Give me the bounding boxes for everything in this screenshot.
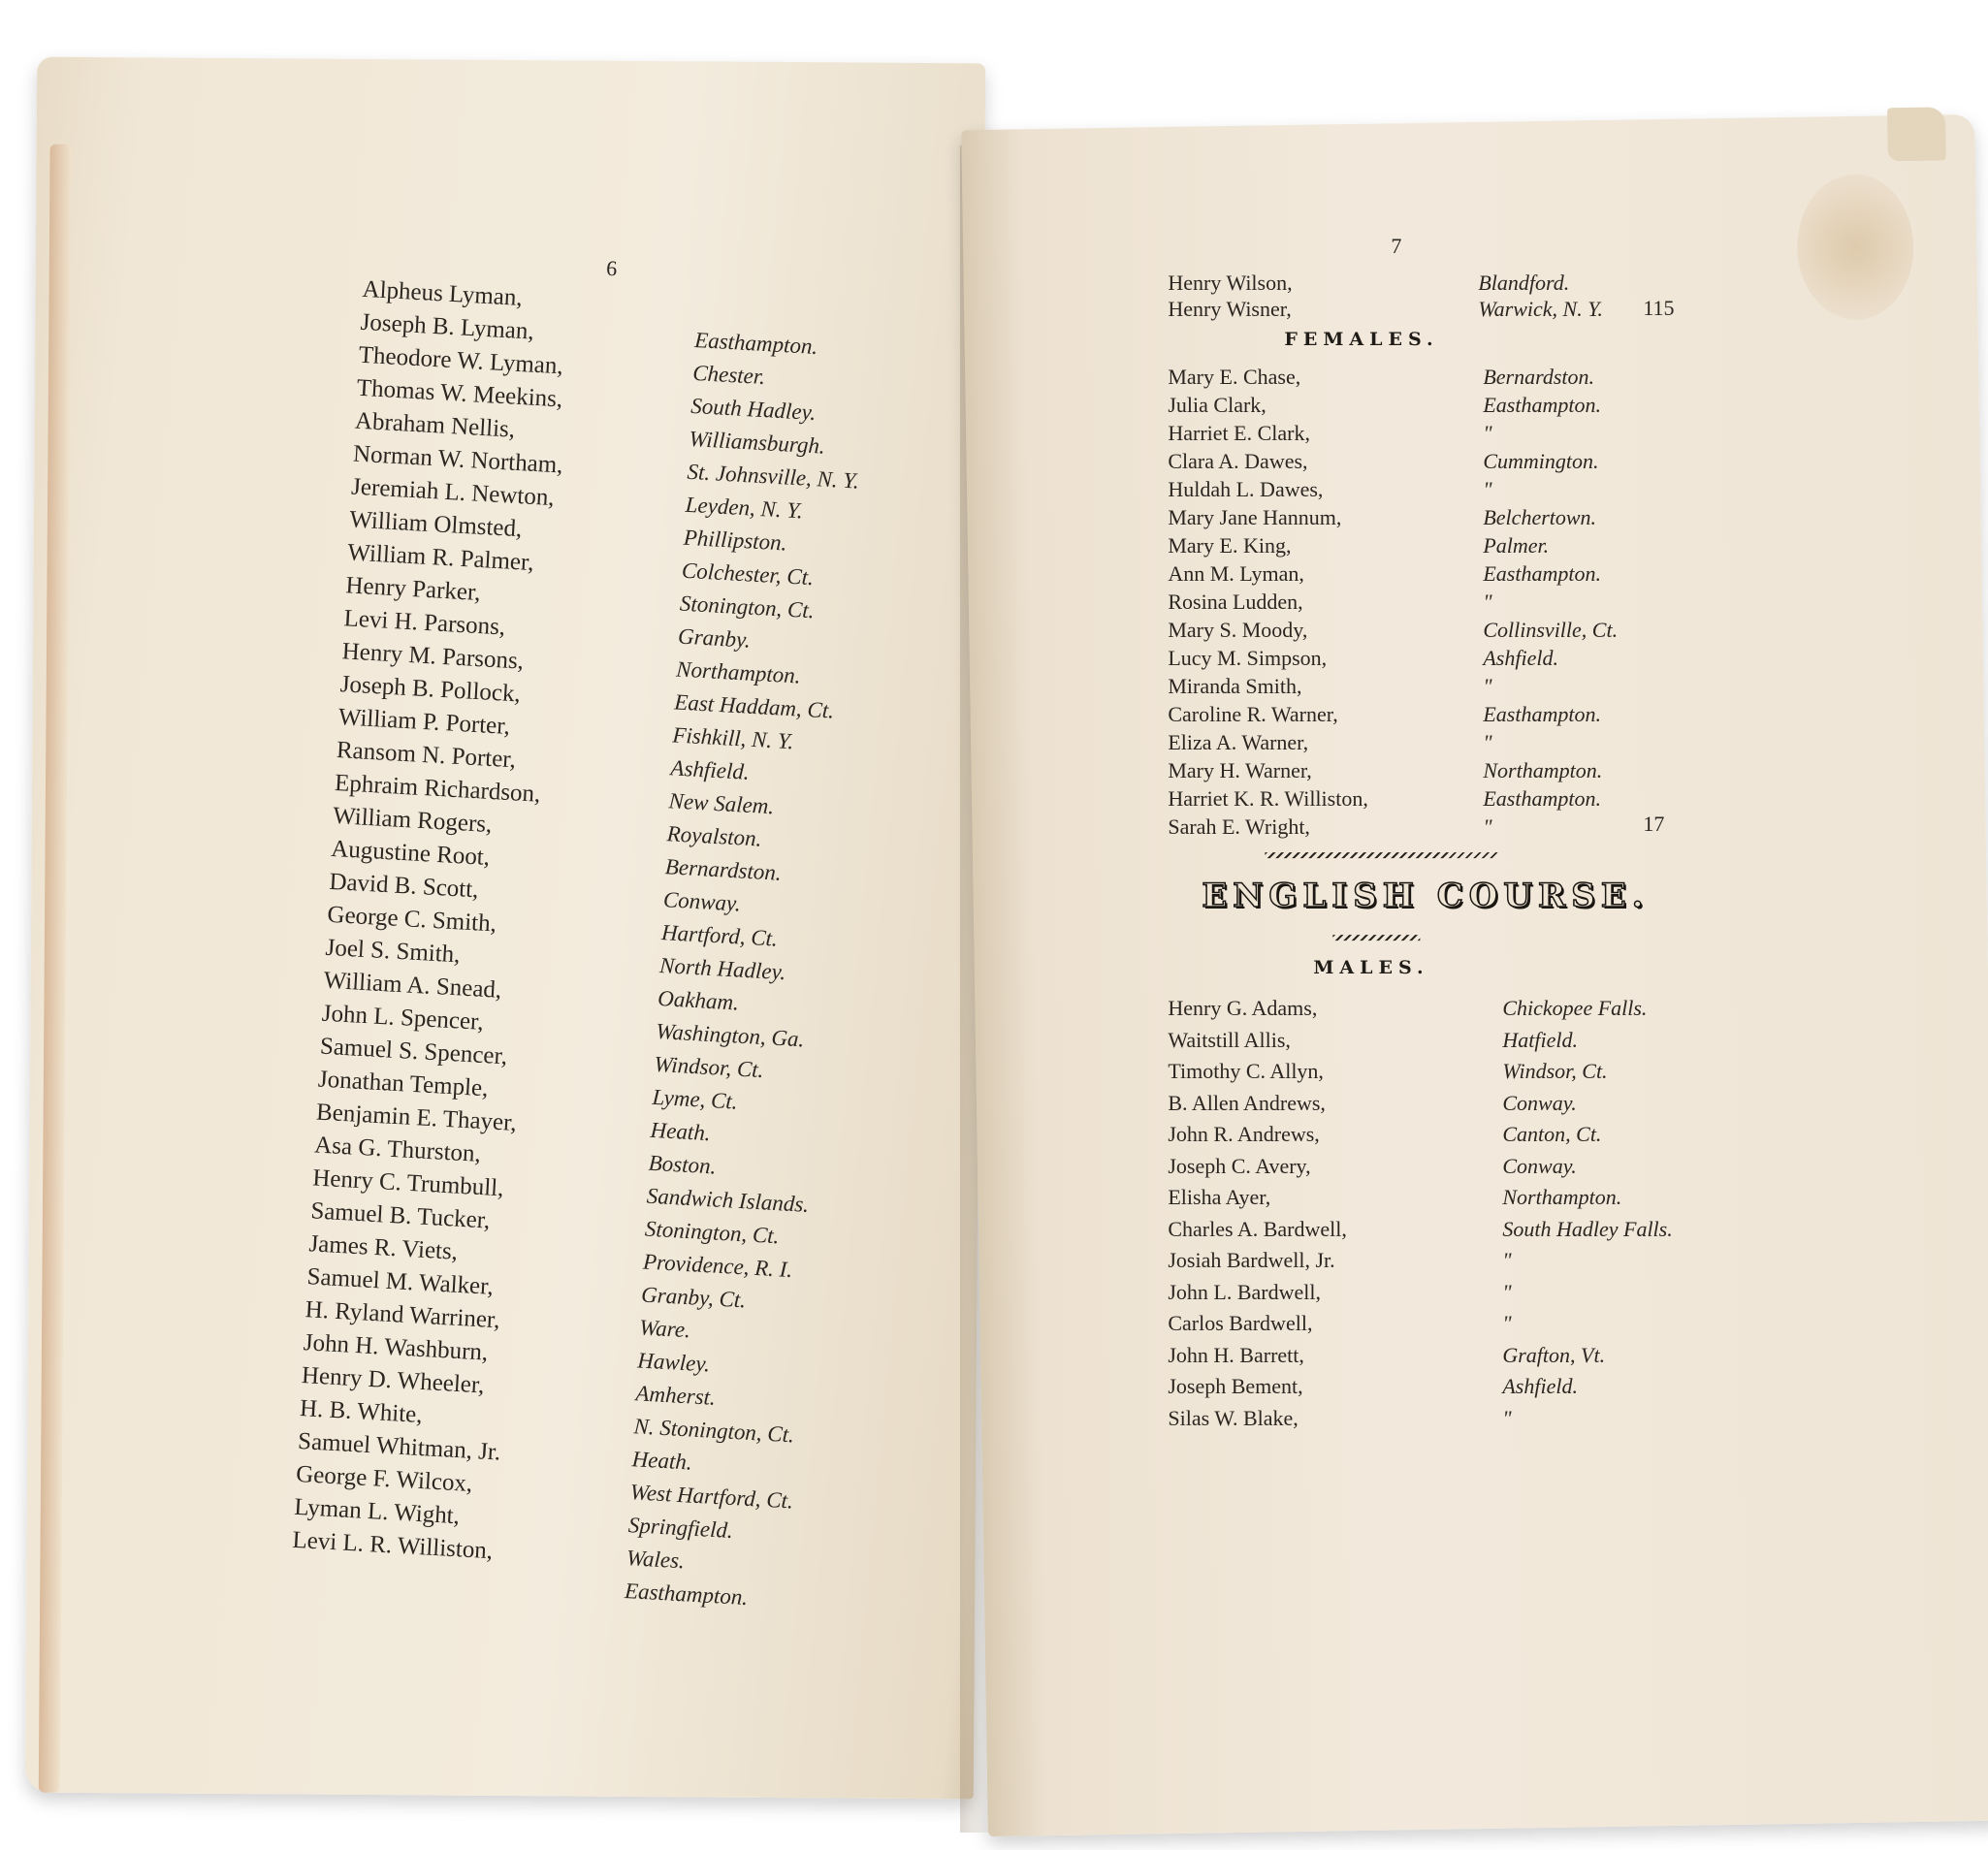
student-hometown: Ashfield. bbox=[1502, 1374, 1578, 1399]
student-hometown: Cummington. bbox=[1483, 449, 1599, 474]
student-name: H. B. White, bbox=[299, 1395, 424, 1429]
student-hometown: Colchester, Ct. bbox=[681, 558, 815, 590]
student-name: Harriet E. Clark, bbox=[1168, 421, 1310, 446]
student-hometown: N. Stonington, Ct. bbox=[632, 1414, 795, 1448]
page-number: 7 bbox=[1391, 234, 1402, 259]
student-hometown: Warwick, N. Y. bbox=[1478, 297, 1603, 322]
left-page bbox=[25, 57, 985, 1800]
student-name: Abraham Nellis, bbox=[354, 407, 516, 443]
student-name: William Rogers, bbox=[332, 802, 494, 839]
student-hometown: New Salem. bbox=[668, 788, 775, 819]
student-name: Henry Wisner, bbox=[1168, 297, 1292, 322]
student-name: Huldah L. Dawes, bbox=[1168, 477, 1324, 502]
student-hometown: Chickopee Falls. bbox=[1502, 996, 1648, 1021]
student-name: Ransom N. Porter, bbox=[336, 737, 517, 774]
student-hometown: Northampton. bbox=[1483, 758, 1603, 783]
student-name: Joel S. Smith, bbox=[324, 934, 462, 969]
student-hometown: Williamsburgh. bbox=[688, 426, 826, 459]
student-name: Lucy M. Simpson, bbox=[1168, 646, 1328, 671]
student-name: Alpheus Lyman, bbox=[361, 275, 524, 311]
student-hometown: Ware. bbox=[638, 1315, 691, 1343]
student-hometown: Palmer. bbox=[1483, 533, 1550, 558]
student-name: George C. Smith, bbox=[326, 901, 497, 938]
student-hometown: Boston. bbox=[648, 1150, 718, 1179]
student-hometown: Wales. bbox=[625, 1546, 686, 1574]
student-hometown: Northampton. bbox=[675, 656, 802, 688]
student-hometown: Canton, Ct. bbox=[1502, 1122, 1602, 1147]
student-hometown: Ashfield. bbox=[669, 755, 751, 784]
student-name: Joseph Bement, bbox=[1168, 1374, 1303, 1399]
student-name: Julia Clark, bbox=[1168, 393, 1267, 418]
student-hometown: Easthampton. bbox=[624, 1578, 749, 1611]
student-name: Samuel B. Tucker, bbox=[309, 1197, 492, 1234]
student-hometown: South Hadley. bbox=[689, 393, 818, 426]
student-hometown: Easthampton. bbox=[1483, 702, 1601, 727]
student-name: Thomas W. Meekins, bbox=[356, 374, 563, 413]
student-hometown: Grafton, Vt. bbox=[1502, 1342, 1606, 1367]
student-hometown: Blandford. bbox=[1478, 271, 1570, 296]
student-hometown: Royalston. bbox=[666, 821, 763, 851]
student-name: Henry C. Trumbull, bbox=[311, 1164, 505, 1202]
student-hometown: " bbox=[1483, 590, 1492, 615]
student-name: James R. Viets, bbox=[307, 1230, 459, 1265]
student-name: Carlos Bardwell, bbox=[1168, 1311, 1313, 1336]
left-page-content bbox=[0, 40, 998, 1826]
student-hometown: Phillipston. bbox=[683, 525, 788, 556]
student-name: David B. Scott, bbox=[328, 868, 480, 904]
student-name: Miranda Smith, bbox=[1168, 674, 1302, 699]
student-hometown: Springfield. bbox=[627, 1513, 734, 1544]
student-name: B. Allen Andrews, bbox=[1168, 1090, 1326, 1115]
divider-rule bbox=[1265, 852, 1497, 858]
student-name: Mary H. Warner, bbox=[1168, 758, 1312, 783]
student-hometown: Granby. bbox=[677, 623, 752, 653]
section-count: 115 bbox=[1643, 296, 1675, 321]
student-name: Ann M. Lyman, bbox=[1168, 561, 1304, 587]
student-hometown: Windsor, Ct. bbox=[653, 1051, 765, 1083]
student-name: Henry G. Adams, bbox=[1168, 996, 1318, 1021]
student-name: Theodore W. Lyman, bbox=[358, 341, 564, 380]
student-name: Mary S. Moody, bbox=[1168, 618, 1308, 643]
student-name: Sarah E. Wright, bbox=[1168, 814, 1310, 840]
student-name: Samuel Whitman, Jr. bbox=[297, 1427, 501, 1466]
student-hometown: West Hartford, Ct. bbox=[629, 1480, 794, 1514]
student-hometown: Hatfield. bbox=[1502, 1027, 1578, 1052]
student-name: Rosina Ludden, bbox=[1168, 590, 1303, 615]
student-name: William Olmsted, bbox=[348, 506, 523, 543]
student-hometown: Amherst. bbox=[634, 1381, 717, 1410]
student-hometown: Oakham. bbox=[657, 985, 740, 1015]
student-hometown: " bbox=[1483, 421, 1492, 446]
student-hometown: Lyme, Ct. bbox=[651, 1084, 739, 1114]
student-name: William P. Porter, bbox=[337, 704, 511, 740]
student-name: William R. Palmer, bbox=[346, 539, 535, 577]
student-name: Jonathan Temple, bbox=[317, 1066, 490, 1102]
student-name: Benjamin E. Thayer, bbox=[315, 1099, 518, 1136]
student-hometown: Easthampton. bbox=[1483, 393, 1601, 418]
student-hometown: South Hadley Falls. bbox=[1502, 1216, 1673, 1241]
student-hometown: " bbox=[1483, 477, 1492, 502]
student-hometown: Providence, R. I. bbox=[642, 1249, 793, 1283]
english-course-heading: ENGLISH COURSE. bbox=[1202, 877, 1650, 916]
student-name: Samuel S. Spencer, bbox=[319, 1033, 508, 1070]
student-name: Henry Wilson, bbox=[1168, 271, 1293, 296]
student-hometown: " bbox=[1502, 1311, 1512, 1336]
student-name: Charles A. Bardwell, bbox=[1168, 1216, 1347, 1241]
student-hometown: Fishkill, N. Y. bbox=[671, 722, 795, 754]
student-name: Mary Jane Hannum, bbox=[1168, 505, 1342, 530]
student-name: Henry Parker, bbox=[344, 572, 482, 607]
student-hometown: Leyden, N. Y. bbox=[685, 492, 804, 524]
student-name: John L. Spencer, bbox=[321, 1000, 485, 1036]
student-hometown: Bernardston. bbox=[1483, 365, 1595, 390]
student-hometown: Granby, Ct. bbox=[640, 1282, 747, 1313]
student-hometown: North Hadley. bbox=[658, 953, 787, 985]
student-name: Silas W. Blake, bbox=[1168, 1405, 1299, 1430]
student-hometown: Bernardston. bbox=[664, 854, 783, 885]
student-name: Asa G. Thurston, bbox=[313, 1132, 482, 1167]
student-name: Samuel M. Walker, bbox=[305, 1263, 495, 1300]
divider-ornament bbox=[1332, 935, 1420, 941]
females-heading: FEMALES. bbox=[1284, 329, 1439, 351]
student-name: Mary E. Chase, bbox=[1168, 365, 1301, 390]
student-name: Ephraim Richardson, bbox=[334, 770, 542, 808]
student-hometown: Stonington, Ct. bbox=[679, 590, 816, 623]
student-name: Levi L. R. Williston, bbox=[291, 1526, 494, 1565]
student-hometown: Heath. bbox=[631, 1447, 693, 1475]
page-number: 6 bbox=[605, 255, 618, 281]
student-name: Augustine Root, bbox=[330, 835, 491, 872]
student-hometown: Easthampton. bbox=[693, 328, 818, 360]
student-name: Elisha Ayer, bbox=[1168, 1185, 1271, 1210]
student-name: William A. Snead, bbox=[323, 967, 502, 1004]
student-name: Clara A. Dawes, bbox=[1168, 449, 1308, 474]
student-name: John H. Washburn, bbox=[303, 1329, 489, 1366]
student-name: John H. Barrett, bbox=[1168, 1342, 1304, 1367]
student-hometown: " bbox=[1483, 674, 1492, 699]
student-hometown: Conway. bbox=[662, 887, 742, 916]
student-hometown: " bbox=[1502, 1248, 1512, 1273]
males-heading: MALES. bbox=[1313, 957, 1429, 979]
student-hometown: East Haddam, Ct. bbox=[673, 689, 835, 723]
student-name: Harriet K. R. Williston, bbox=[1168, 786, 1368, 812]
student-hometown: Conway. bbox=[1502, 1153, 1577, 1178]
student-name: John R. Andrews, bbox=[1168, 1122, 1320, 1147]
student-hometown: Ashfield. bbox=[1483, 646, 1558, 671]
student-name: Timothy C. Allyn, bbox=[1168, 1059, 1324, 1084]
student-hometown: Heath. bbox=[650, 1117, 712, 1146]
student-name: Henry M. Parsons, bbox=[341, 638, 525, 675]
student-hometown: " bbox=[1502, 1405, 1512, 1430]
student-hometown: St. Johnsville, N. Y. bbox=[686, 459, 860, 494]
student-name: Norman W. Northam, bbox=[352, 440, 564, 479]
student-hometown: " bbox=[1483, 814, 1492, 840]
student-name: Josiah Bardwell, Jr. bbox=[1168, 1248, 1335, 1273]
student-name: Joseph B. Pollock, bbox=[339, 671, 522, 708]
student-hometown: Sandwich Islands. bbox=[646, 1183, 810, 1217]
student-name: Levi H. Parsons, bbox=[342, 605, 506, 641]
student-hometown: Easthampton. bbox=[1483, 561, 1601, 587]
student-hometown: Conway. bbox=[1502, 1090, 1577, 1115]
student-hometown: Easthampton. bbox=[1483, 786, 1601, 812]
student-hometown: Belchertown. bbox=[1483, 505, 1597, 530]
right-page bbox=[961, 114, 1988, 1836]
student-hometown: " bbox=[1483, 730, 1492, 755]
student-name: Mary E. King, bbox=[1168, 533, 1292, 558]
student-name: Lyman L. Wight, bbox=[293, 1493, 461, 1530]
student-hometown: Hawley. bbox=[636, 1348, 711, 1377]
student-name: Waitstill Allis, bbox=[1168, 1027, 1291, 1052]
student-name: H. Ryland Warriner, bbox=[305, 1296, 501, 1334]
student-hometown: " bbox=[1502, 1279, 1512, 1304]
student-name: Caroline R. Warner, bbox=[1168, 702, 1338, 727]
student-name: Henry D. Wheeler, bbox=[301, 1362, 486, 1399]
student-hometown: Hartford, Ct. bbox=[660, 920, 779, 951]
student-hometown: Washington, Ga. bbox=[655, 1018, 806, 1052]
student-hometown: Chester. bbox=[691, 360, 766, 390]
student-name: George F. Wilcox, bbox=[295, 1460, 473, 1498]
student-hometown: Collinsville, Ct. bbox=[1483, 618, 1619, 643]
right-page-content bbox=[964, 127, 1977, 1834]
student-name: Joseph C. Avery, bbox=[1168, 1153, 1311, 1178]
student-name: Jeremiah L. Newton, bbox=[350, 473, 556, 512]
student-name: Joseph B. Lyman, bbox=[360, 308, 535, 345]
student-hometown: Northampton. bbox=[1502, 1185, 1622, 1210]
student-hometown: Windsor, Ct. bbox=[1502, 1059, 1608, 1084]
section-count: 17 bbox=[1643, 812, 1665, 837]
student-name: John L. Bardwell, bbox=[1168, 1279, 1322, 1304]
student-hometown: Stonington, Ct. bbox=[644, 1216, 781, 1249]
student-name: Eliza A. Warner, bbox=[1168, 730, 1309, 755]
